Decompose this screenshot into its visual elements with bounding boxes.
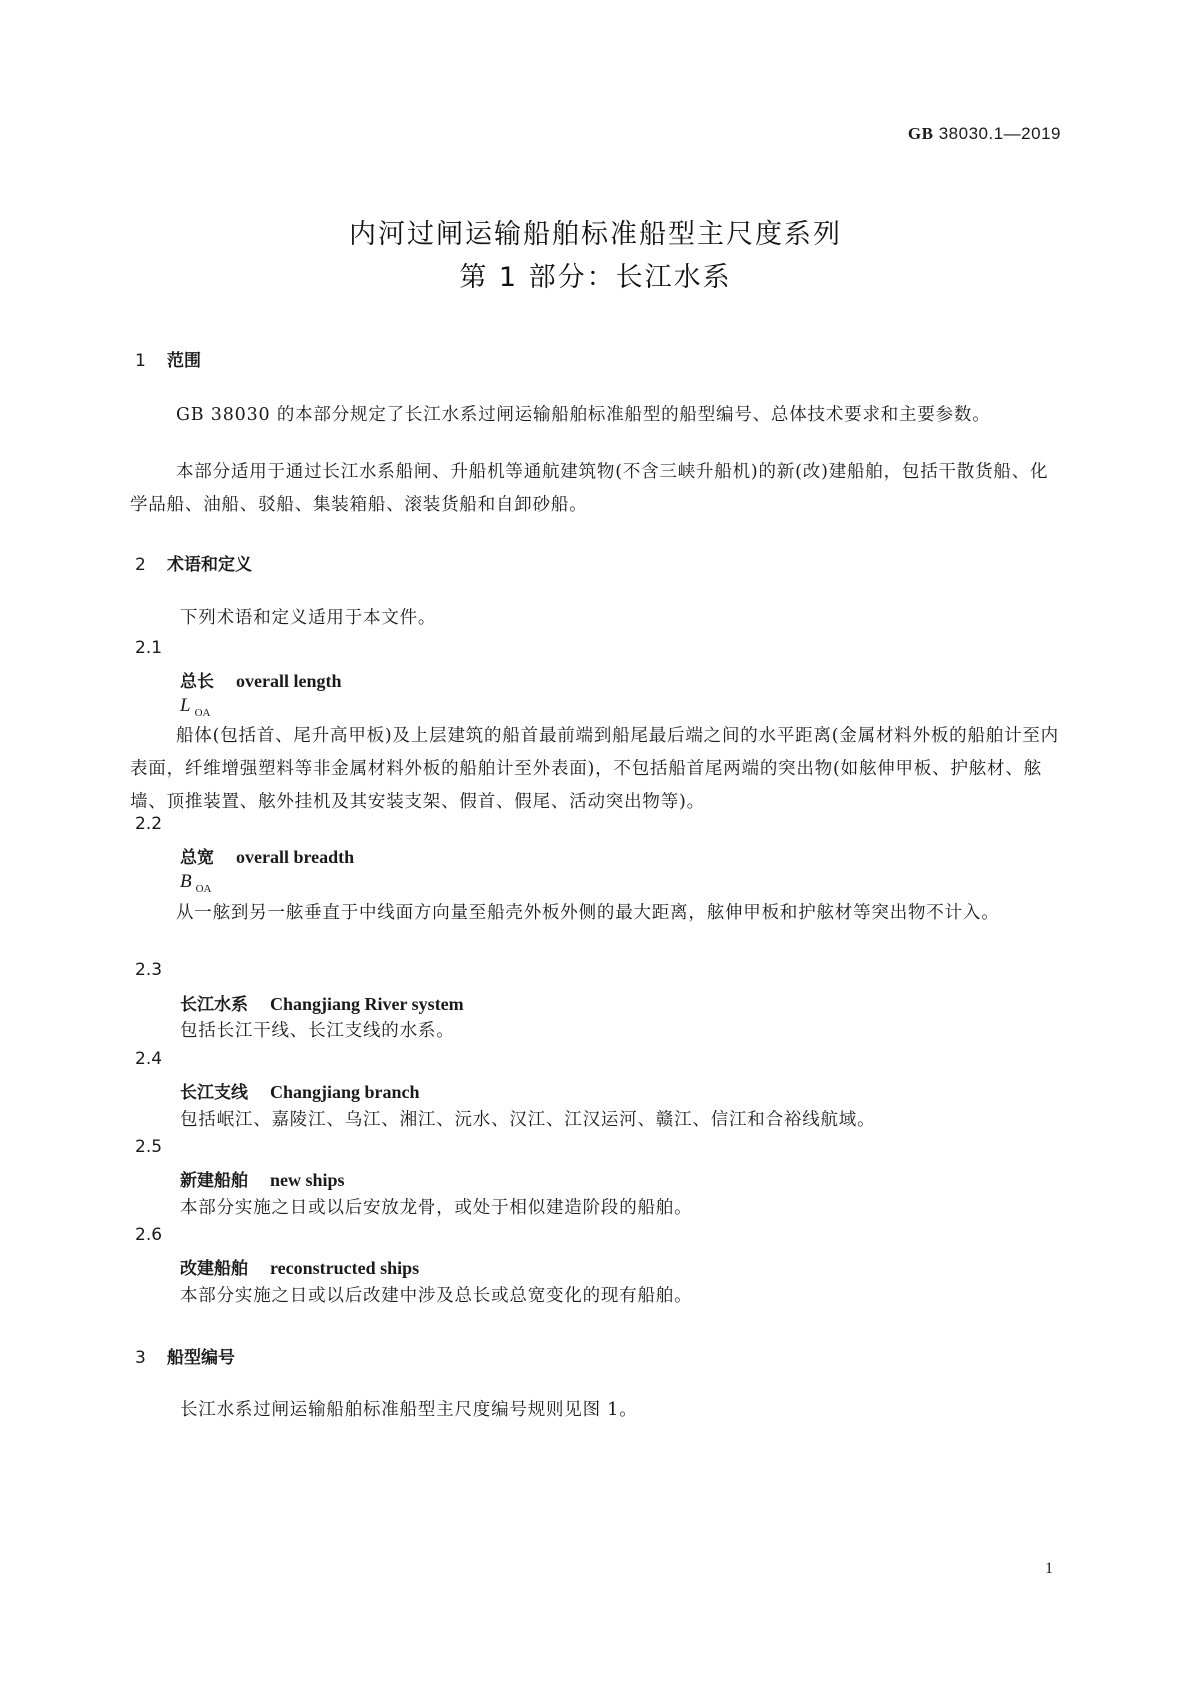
- term-en: overall breadth: [236, 847, 355, 867]
- term-zh: 总长: [180, 672, 214, 692]
- document-title-line2: 第 1 部分：长江水系: [459, 262, 732, 293]
- term-heading: [180, 1254, 419, 1279]
- term-definition: 船体(包括首、尾升高甲板)及上层建筑的船首最前端到船尾最后端之间的水平距离(金属材料外板的船舶计至内表面，纤维增强塑料等非金属材料外板的船舶计至外表面)，不包括船首尾两端的突出物(如舷伸甲板、护舷材、舷墙、顶推装置、舷外挂机及其安装支架、假首、假尾、活动突出物等)。: [130, 726, 1059, 812]
- section-1-heading: [135, 346, 201, 371]
- term-zh: 长江水系: [180, 995, 248, 1015]
- section-title: 范围: [167, 351, 201, 371]
- term-symbol: [180, 695, 210, 719]
- clause-number: 2.5: [135, 1137, 163, 1157]
- section-title: 术语和定义: [167, 555, 252, 575]
- term-en: reconstructed ships: [270, 1258, 420, 1278]
- section-number: 1: [135, 351, 146, 371]
- document-title-line1: 内河过闸运输船舶标准船型主尺度系列: [349, 219, 842, 250]
- standard-prefix: GB: [907, 124, 934, 143]
- section-3-paragraph-1: 长江水系过闸运输船舶标准船型主尺度编号规则见图 1。: [180, 1400, 638, 1420]
- section-number: 2: [135, 555, 146, 575]
- section-2-intro: 下列术语和定义适用于本文件。: [180, 608, 437, 628]
- term-heading: [180, 990, 464, 1015]
- term-heading: [180, 667, 342, 692]
- symbol-subscript: OA: [194, 706, 211, 719]
- clause-number: 2.1: [135, 638, 163, 658]
- clause-number: 2.2: [135, 814, 163, 834]
- symbol-letter: B: [180, 871, 192, 892]
- term-heading: [180, 1078, 420, 1103]
- term-definition: 本部分实施之日或以后改建中涉及总长或总宽变化的现有船舶。: [180, 1286, 693, 1306]
- standard-number: [908, 124, 1061, 144]
- term-zh: 总宽: [180, 848, 214, 868]
- page-number: 1: [1045, 1560, 1053, 1577]
- clause-number: 2.6: [135, 1225, 163, 1245]
- term-en: Changjiang branch: [270, 1082, 420, 1102]
- symbol-subscript: OA: [195, 882, 212, 895]
- section-title: 船型编号: [167, 1348, 235, 1368]
- term-definition: 从一舷到另一舷垂直于中线面方向量至船壳外板外侧的最大距离，舷伸甲板和护舷材等突出物不计入。: [176, 903, 1000, 923]
- clause-number: 2.3: [135, 960, 163, 980]
- section-2-heading: [135, 550, 252, 575]
- standard-code: 38030.1—2019: [938, 124, 1061, 143]
- term-definition: 包括长江干线、长江支线的水系。: [180, 1021, 455, 1041]
- term-en: overall length: [236, 671, 342, 691]
- term-en: new ships: [270, 1170, 345, 1190]
- term-zh: 新建船舶: [180, 1171, 248, 1191]
- symbol-letter: L: [180, 695, 191, 716]
- term-zh: 改建船舶: [180, 1259, 248, 1279]
- term-heading: [180, 843, 354, 868]
- clause-number: 2.4: [135, 1049, 163, 1069]
- section-1-paragraph-2: 本部分适用于通过长江水系船闸、升船机等通航建筑物(不含三峡升船机)的新(改)建船舶，包括干散货船、化学品船、油船、驳船、集装箱船、滚装货船和自卸砂船。: [130, 462, 1049, 515]
- term-en: Changjiang River system: [270, 994, 464, 1014]
- term-symbol: [180, 871, 212, 895]
- term-definition: 本部分实施之日或以后安放龙骨，或处于相似建造阶段的船舶。: [180, 1198, 693, 1218]
- section-number: 3: [135, 1348, 146, 1368]
- term-zh: 长江支线: [180, 1083, 248, 1103]
- term-heading: [180, 1166, 345, 1191]
- term-definition: 包括岷江、嘉陵江、乌江、湘江、沅水、汉江、江汉运河、赣江、信江和合裕线航域。: [180, 1110, 876, 1130]
- section-1-paragraph-1: GB 38030 的本部分规定了长江水系过闸运输船舶标准船型的船型编号、总体技术要求和主要参数。: [176, 405, 991, 425]
- section-3-heading: [135, 1343, 235, 1368]
